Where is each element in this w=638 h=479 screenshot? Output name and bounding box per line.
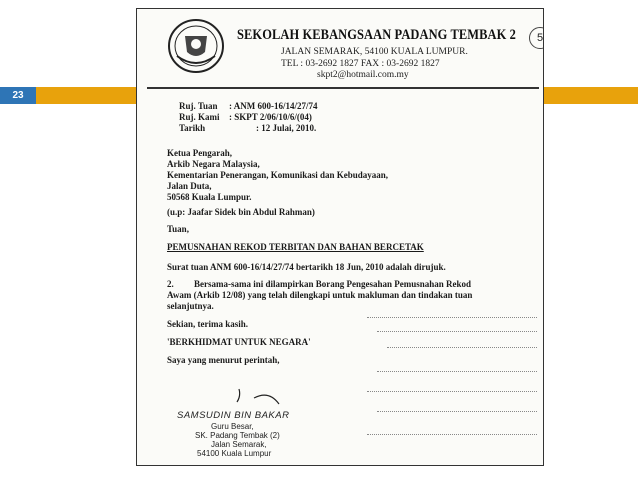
signatory-street: Jalan Semarak, — [211, 440, 267, 449]
body-paragraph-2-line-1: Bersama-sama ini dilampirkan Borang Pengesahan Pemusnahan Rekod — [194, 279, 472, 289]
header-rule — [147, 87, 539, 89]
faded-line — [367, 434, 537, 435]
slide-number: 23 — [0, 87, 36, 104]
signatory-school: SK. Padang Tembak (2) — [195, 431, 280, 440]
faded-line — [377, 331, 537, 332]
faded-line — [367, 317, 537, 318]
signatory-city: 54100 Kuala Lumpur — [197, 449, 272, 458]
faded-line — [377, 411, 537, 412]
body-paragraph-1: Surat tuan ANM 600-16/14/27/74 bertarikh 18 Jun, 2010 adalah dirujuk. — [167, 262, 446, 272]
page-mark: 5 — [529, 27, 544, 49]
school-email: skpt2@hotmail.com.my — [317, 70, 409, 80]
salutation: Tuan, — [167, 224, 189, 234]
date-label: Tarikh — [179, 123, 206, 133]
signatory-name: SAMSUDIN BIN BAKAR — [177, 410, 290, 421]
motto: 'BERKHIDMAT UNTUK NEGARA' — [167, 337, 311, 347]
closing-line: Sekian, terima kasih. — [167, 319, 249, 329]
recipient-line-1: Ketua Pengarah, — [167, 148, 232, 158]
date-value: : 12 Julai, 2010. — [256, 123, 317, 133]
school-address: JALAN SEMARAK, 54100 KUALA LUMPUR. — [281, 47, 468, 57]
attention-line: (u.p: Jaafar Sidek bin Abdul Rahman) — [167, 207, 315, 217]
faded-line — [367, 391, 537, 392]
recipient-line-2: Arkib Negara Malaysia, — [167, 159, 260, 169]
obedient-line: Saya yang menurut perintah, — [167, 355, 280, 365]
ref-kami-value: : SKPT 2/06/10/6/(04) — [229, 112, 312, 122]
ref-kami-label: Ruj. Kami — [179, 112, 220, 122]
recipient-line-4: Jalan Duta, — [167, 181, 212, 191]
school-name: SEKOLAH KEBANGSAAN PADANG TEMBAK 2 — [237, 27, 516, 43]
faded-line — [387, 347, 537, 348]
recipient-line-3: Kementarian Penerangan, Komunikasi dan Kebudayaan, — [167, 170, 389, 180]
signatory-title: Guru Besar, — [211, 422, 254, 431]
body-paragraph-2-line-2: Awam (Arkib 12/08) yang telah dilengkapi untuk makluman dan tindakan tuan — [167, 290, 473, 300]
ref-tuan-label: Ruj. Tuan — [179, 101, 218, 111]
faded-line — [377, 371, 537, 372]
letter-subject: PEMUSNAHAN REKOD TERBITAN DAN BAHAN BERCETAK — [167, 242, 424, 252]
body-paragraph-2-line-3: selanjutnya. — [167, 301, 214, 311]
scanned-letter — [136, 8, 544, 466]
school-crest-logo — [167, 18, 225, 74]
para-2-number: 2. — [167, 279, 174, 289]
recipient-line-5: 50568 Kuala Lumpur. — [167, 192, 252, 202]
school-phone-fax: TEL : 03-2692 1827 FAX : 03-2692 1827 — [281, 59, 440, 69]
ref-tuan-value: : ANM 600-16/14/27/74 — [229, 101, 318, 111]
